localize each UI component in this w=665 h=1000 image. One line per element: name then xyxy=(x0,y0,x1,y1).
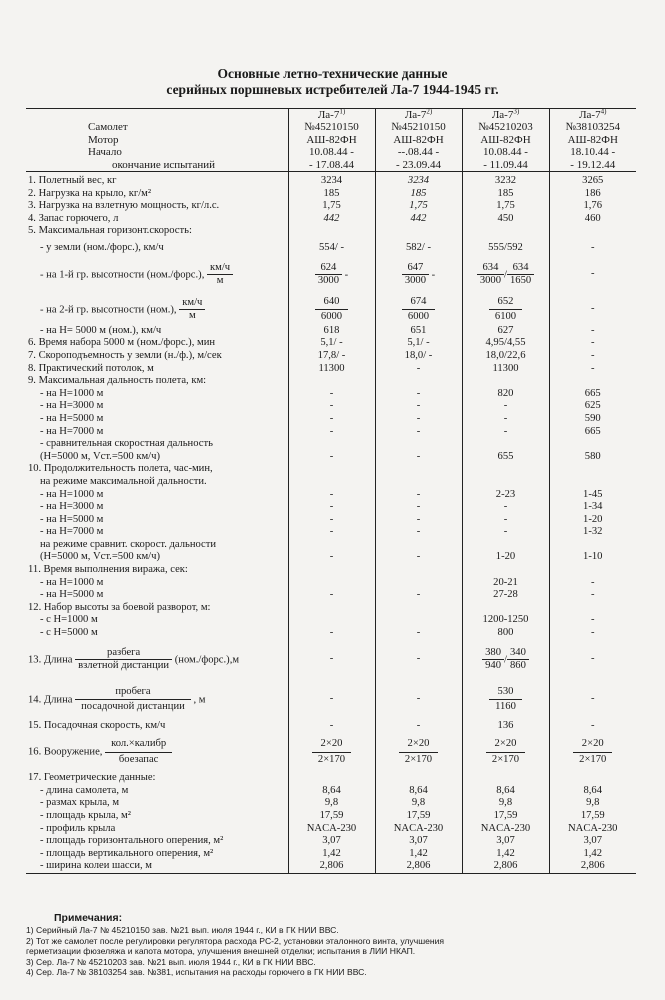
title-line-2: серийных поршневых истребителей Ла-7 1944-1945 гг. xyxy=(166,82,499,97)
header-number: №45210203 xyxy=(478,121,533,134)
row-label: 6. Время набора 5000 м (ном./форс.), мин xyxy=(28,337,216,349)
cell: 627 xyxy=(462,325,549,338)
cell: $\frac{634}{3000}$ / $\frac{634}{1650}$ xyxy=(462,255,549,295)
header-plane: Ла-7$^{3)}$ xyxy=(491,107,520,121)
cell: 17,8/ - xyxy=(288,350,375,363)
cell: 1,76 xyxy=(549,200,636,213)
header-end: - 19.12.44 xyxy=(570,158,616,171)
header-col-3 xyxy=(462,109,549,172)
row-label: на режиме максимальной дальности. xyxy=(40,475,207,487)
header-engine: АШ-82ФН xyxy=(480,133,531,146)
header-labels xyxy=(26,109,288,172)
cell: NACA-230 xyxy=(549,823,636,836)
table-row xyxy=(26,375,636,388)
cell: - xyxy=(288,451,375,464)
cell: - xyxy=(375,551,462,564)
row-label: - на Н=5000 м xyxy=(40,589,104,601)
cell: 136 xyxy=(462,720,549,733)
row-label: - на Н= 5000 м (ном.), км/ч xyxy=(40,324,162,336)
table-row xyxy=(26,451,636,464)
row-label: - на Н=1000 м xyxy=(40,576,104,588)
table-row xyxy=(26,823,636,836)
cell: 582/ - xyxy=(375,238,462,255)
row-label: 7. Скороподъемность у земли (н./ф.), м/сек xyxy=(28,349,222,361)
table-row xyxy=(26,295,636,325)
cell: - xyxy=(549,350,636,363)
row-label: - на Н=5000 м xyxy=(40,513,104,525)
cell: - xyxy=(375,514,462,527)
header-label-plane: Самолет xyxy=(88,121,128,134)
row-label: (Н=5000 м, Vст.=500 км/ч) xyxy=(40,450,160,462)
cell: 800 xyxy=(462,627,549,640)
cell: 1-10 xyxy=(549,551,636,564)
cell: 1,75 xyxy=(462,200,549,213)
cell: 2,806 xyxy=(462,860,549,873)
cell xyxy=(375,614,462,627)
cell: - xyxy=(288,426,375,439)
cell: 820 xyxy=(462,388,549,401)
cell: 1-20 xyxy=(462,551,549,564)
cell: 17,59 xyxy=(462,810,549,823)
cell: - xyxy=(288,526,375,539)
cell xyxy=(288,577,375,590)
cell: - xyxy=(288,501,375,514)
row-label: 16. Вооружение, $\frac{\text{кол.×калибр}}{\text{боезапас}}$ xyxy=(26,732,288,772)
table-row xyxy=(26,476,636,489)
table-row xyxy=(26,835,636,848)
cell: - xyxy=(375,720,462,733)
row-label: - на Н=7000 м xyxy=(40,526,104,538)
cell: - xyxy=(549,238,636,255)
cell: 3265 xyxy=(549,172,636,188)
table-row xyxy=(26,810,636,823)
title-line-1: Основные летно-технические данные xyxy=(217,66,448,81)
table-row xyxy=(26,526,636,539)
cell: $\frac{2\times 20}{2\times 170}$ xyxy=(549,732,636,772)
cell: 18,0/22,6 xyxy=(462,350,549,363)
cell: 665 xyxy=(549,388,636,401)
cell: - xyxy=(549,295,636,325)
cell: 555/592 xyxy=(462,238,549,255)
cell: - xyxy=(549,627,636,640)
row-label: - длина самолета, м xyxy=(40,784,129,796)
cell: 651 xyxy=(375,325,462,338)
header-engine: АШ-82ФН xyxy=(306,133,357,146)
note-item: 2) Тот же самолет после регулировки регулятора расхода РС-2, установки эталонного винта, улучшения xyxy=(26,935,445,946)
cell: 9,8 xyxy=(462,797,549,810)
cell: 185 xyxy=(462,188,549,201)
cell: - xyxy=(549,325,636,338)
table-row xyxy=(26,860,636,873)
cell: 5,1/ - xyxy=(288,337,375,350)
table-row xyxy=(26,350,636,363)
cell: - xyxy=(462,413,549,426)
cell: 186 xyxy=(549,188,636,201)
cell: 1-32 xyxy=(549,526,636,539)
cell: 2,806 xyxy=(375,860,462,873)
cell: 17,59 xyxy=(549,810,636,823)
cell: NACA-230 xyxy=(288,823,375,836)
row-label: 3. Нагрузка на взлетную мощность, кг/л.с. xyxy=(28,200,220,212)
cell: 1,42 xyxy=(375,848,462,861)
table-row xyxy=(26,337,636,350)
cell: - xyxy=(549,680,636,720)
header-plane: Ла-7$^{1)}$ xyxy=(317,107,346,121)
table-row xyxy=(26,501,636,514)
cell: 3,07 xyxy=(288,835,375,848)
cell: $\frac{2\times 20}{2\times 170}$ xyxy=(462,732,549,772)
table-row xyxy=(26,797,636,810)
cell: 625 xyxy=(549,400,636,413)
row-label: 1. Полетный вес, кг xyxy=(28,175,117,187)
row-label: - ширина колеи шасси, м xyxy=(26,860,288,873)
row-label: 17. Геометрические данные: xyxy=(28,772,156,784)
cell: 4,95/4,55 xyxy=(462,337,549,350)
cell: - xyxy=(549,363,636,376)
cell: 442 xyxy=(375,213,462,226)
cell: $\frac{624}{3000}$ - xyxy=(288,255,375,295)
cell: $\frac{2\times 20}{2\times 170}$ xyxy=(375,732,462,772)
table-row xyxy=(26,225,636,238)
row-label: - на Н=5000 м xyxy=(40,412,104,424)
table-row xyxy=(26,680,636,720)
cell: 1,42 xyxy=(549,848,636,861)
cell: 1200-1250 xyxy=(462,614,549,627)
cell: - xyxy=(462,526,549,539)
cell: 2,806 xyxy=(288,860,375,873)
table-row xyxy=(26,627,636,640)
header-start: --.08.44 - xyxy=(397,146,440,159)
cell: 554/ - xyxy=(288,238,375,255)
cell: 9,8 xyxy=(375,797,462,810)
notes-title: Примечания: xyxy=(54,912,123,924)
cell: 8,64 xyxy=(375,785,462,798)
notes-section xyxy=(26,912,638,978)
page-title xyxy=(0,66,665,98)
table-row xyxy=(26,363,636,376)
table-row xyxy=(26,848,636,861)
cell: 18,0/ - xyxy=(375,350,462,363)
cell: - xyxy=(375,627,462,640)
row-label: - профиль крыла xyxy=(40,822,116,834)
cell: 655 xyxy=(462,451,549,464)
cell: - xyxy=(375,489,462,502)
table-row xyxy=(26,413,636,426)
cell: - xyxy=(288,551,375,564)
cell: $\frac{2\times 20}{2\times 170}$ xyxy=(288,732,375,772)
table-row xyxy=(26,238,636,255)
table-row xyxy=(26,172,636,188)
row-label: 13. Длина $\frac{\text{разбега}}{\text{взлетной дистанции}}$ (ном./форс.),м xyxy=(28,646,240,672)
table-row xyxy=(26,200,636,213)
cell: 618 xyxy=(288,325,375,338)
header-plane: Ла-7$^{2)}$ xyxy=(404,107,433,121)
table-row xyxy=(26,188,636,201)
cell: $\frac{674}{6000}$ xyxy=(375,295,462,325)
cell: - xyxy=(549,720,636,733)
specs-table xyxy=(26,108,636,874)
table-row xyxy=(26,577,636,590)
table-row xyxy=(26,589,636,602)
table-row xyxy=(26,325,636,338)
cell: 442 xyxy=(288,213,375,226)
table-row xyxy=(26,551,636,564)
cell: - xyxy=(375,451,462,464)
header-end: - 17.08.44 xyxy=(309,158,354,171)
row-label: 10. Продолжительность полета, час-мин, xyxy=(28,463,213,475)
cell: 17,59 xyxy=(375,810,462,823)
header-label-start: Начало xyxy=(88,146,122,159)
cell: 3,07 xyxy=(462,835,549,848)
table-row xyxy=(26,489,636,502)
cell: - xyxy=(375,640,462,680)
table-row xyxy=(26,255,636,295)
header-label-engine: Мотор xyxy=(88,133,119,146)
row-label: - на Н=3000 м xyxy=(40,501,104,513)
cell: 17,59 xyxy=(288,810,375,823)
table-row xyxy=(26,426,636,439)
cell xyxy=(288,614,375,627)
table-header xyxy=(26,109,636,172)
cell: - xyxy=(462,501,549,514)
row-label: 15. Посадочная скорость, км/ч xyxy=(28,719,166,731)
cell: - xyxy=(549,337,636,350)
cell: - xyxy=(375,526,462,539)
table-row xyxy=(26,539,636,552)
row-label: (Н=5000 м, Vст.=500 км/ч) xyxy=(40,551,160,563)
row-label: - у земли (ном./форс.), км/ч xyxy=(40,242,164,253)
cell: 185 xyxy=(288,188,375,201)
cell: 2-23 xyxy=(462,489,549,502)
row-label: 5. Максимальная горизонт.скорость: xyxy=(28,225,192,237)
cell: 450 xyxy=(462,213,549,226)
row-label: 12. Набор высоты за боевой разворот, м: xyxy=(28,601,211,613)
cell: 20-21 xyxy=(462,577,549,590)
row-label: 9. Максимальная дальность полета, км: xyxy=(28,375,207,387)
row-label: - площадь вертикального оперения, м² xyxy=(40,847,214,859)
cell: $\frac{530}{1160}$ xyxy=(462,680,549,720)
cell: 3,07 xyxy=(375,835,462,848)
cell: - xyxy=(375,589,462,602)
header-col-1 xyxy=(288,109,375,172)
table-row xyxy=(26,614,636,627)
cell: 1-34 xyxy=(549,501,636,514)
header-number: №38103254 xyxy=(565,121,620,134)
row-label: на режиме сравнит. скорост. дальности xyxy=(40,538,217,550)
header-end: - 11.09.44 xyxy=(483,158,528,171)
row-label: 14. Длина $\frac{\text{пробега}}{\text{посадочной дистанции}}$ , м xyxy=(28,685,206,713)
row-label: - на Н=1000 м xyxy=(40,387,104,399)
row-label: - с Н=1000 м xyxy=(40,614,98,626)
cell: - xyxy=(375,680,462,720)
row-label: 11. Время выполнения виража, сек: xyxy=(28,564,188,576)
header-number: №45210150 xyxy=(304,121,359,134)
table-row xyxy=(26,438,636,451)
cell: 1-45 xyxy=(549,489,636,502)
row-label: - на 1-й гр. высотности (ном./форс.), $\frac{км/ч}{м}$ xyxy=(26,255,288,295)
cell: - xyxy=(288,388,375,401)
cell: - xyxy=(549,589,636,602)
cell: 2,806 xyxy=(549,860,636,873)
cell: 185 xyxy=(375,188,462,201)
cell: - xyxy=(375,426,462,439)
cell: - xyxy=(288,640,375,680)
cell: - xyxy=(375,501,462,514)
header-plane: Ла-7$^{4)}$ xyxy=(579,107,607,121)
row-label: - на Н=3000 м xyxy=(40,400,104,412)
cell: 590 xyxy=(549,413,636,426)
cell: - xyxy=(288,489,375,502)
note-item: 1) Серийный Ла-7 № 45210150 зав. №21 вып. июля 1944 г., КИ в ГК НИИ ВВС. xyxy=(26,925,339,935)
row-label: - размах крыла, м xyxy=(40,797,120,809)
cell: $\frac{380}{940}$ / $\frac{340}{860}$ xyxy=(462,640,549,680)
cell: - xyxy=(288,413,375,426)
table-row xyxy=(26,640,636,680)
note-item: 4) Сер. Ла-7 № 38103254 зав. №381, испытания на расходы горючего в ГК НИИ ВВС. xyxy=(26,967,367,978)
cell: 3234 xyxy=(288,172,375,188)
cell: 460 xyxy=(549,213,636,226)
header-start: 10.08.44 - xyxy=(483,146,528,159)
cell: - xyxy=(549,640,636,680)
table-row xyxy=(26,785,636,798)
row-label: - на Н=1000 м xyxy=(40,488,104,500)
cell: $\frac{640}{6000}$ xyxy=(288,295,375,325)
unit-fraction: $\frac{км/ч}{м}$ xyxy=(207,262,233,288)
header-number: №45210150 xyxy=(391,121,446,134)
cell: 8,64 xyxy=(288,785,375,798)
cell: NACA-230 xyxy=(462,823,549,836)
cell: - xyxy=(462,400,549,413)
row-label: - с Н=5000 м xyxy=(40,627,98,639)
cell: 9,8 xyxy=(549,797,636,810)
cell: $\frac{652}{6100}$ xyxy=(462,295,549,325)
table-row xyxy=(26,514,636,527)
cell: 580 xyxy=(549,451,636,464)
table-row xyxy=(26,400,636,413)
header-label-end: окончание испытаний xyxy=(112,158,216,171)
cell: 1-20 xyxy=(549,514,636,527)
header-col-4 xyxy=(549,109,636,172)
header-col-2 xyxy=(375,109,462,172)
cell: 3232 xyxy=(462,172,549,188)
table-row xyxy=(26,772,636,785)
cell: 3,07 xyxy=(549,835,636,848)
header-start: 10.08.44 - xyxy=(309,146,354,159)
table-row xyxy=(26,463,636,476)
cell: - xyxy=(288,514,375,527)
row-label: - на Н=7000 м xyxy=(40,425,104,437)
cell: 665 xyxy=(549,426,636,439)
table-row xyxy=(26,213,636,226)
table-row xyxy=(26,720,636,733)
cell: NACA-230 xyxy=(375,823,462,836)
cell: 1,42 xyxy=(288,848,375,861)
table-row xyxy=(26,388,636,401)
cell xyxy=(375,577,462,590)
cell: - xyxy=(288,680,375,720)
cell: 5,1/ - xyxy=(375,337,462,350)
cell: $\frac{647}{3000}$ - xyxy=(375,255,462,295)
row-label: - площадь крыла, м² xyxy=(40,810,131,821)
cell: - xyxy=(549,255,636,295)
row-label: - на 2-й гр. высотности (ном.), $\frac{км/ч}{м}$ xyxy=(26,295,288,325)
cell: 11300 xyxy=(288,363,375,376)
header-engine: АШ-82ФН xyxy=(393,133,444,146)
row-label: - сравнительная скоростная дальность xyxy=(40,438,213,450)
cell: - xyxy=(462,514,549,527)
cell: - xyxy=(549,614,636,627)
cell: 1,75 xyxy=(375,200,462,213)
cell: - xyxy=(375,363,462,376)
note-item: герметизации фюзеляжа и капота мотора, улучшения внешней отделки; испытания в ЛИИ НКАП. xyxy=(26,946,416,957)
cell: - xyxy=(288,720,375,733)
cell: - xyxy=(375,400,462,413)
cell: - xyxy=(375,413,462,426)
cell: 1,42 xyxy=(462,848,549,861)
cell: 3234 xyxy=(375,172,462,188)
note-item: 3) Сер. Ла-7 № 45210203 зав. №21 вып. июля 1944 г., КИ в ГК НИИ ВВС. xyxy=(26,956,316,967)
cell: - xyxy=(549,577,636,590)
cell: - xyxy=(288,400,375,413)
cell: - xyxy=(462,426,549,439)
table-row xyxy=(26,564,636,577)
header-engine: АШ-82ФН xyxy=(567,133,618,146)
cell: 11300 xyxy=(462,363,549,376)
cell: 27-28 xyxy=(462,589,549,602)
cell: 8,64 xyxy=(462,785,549,798)
cell: 1,75 xyxy=(288,200,375,213)
table-row xyxy=(26,602,636,615)
row-label: 4. Запас горючего, л xyxy=(28,212,119,224)
row-label: 8. Практический потолок, м xyxy=(28,362,154,374)
header-start: 18.10.44 - xyxy=(570,146,616,159)
cell: - xyxy=(288,589,375,602)
cell: 9,8 xyxy=(288,797,375,810)
cell: 8,64 xyxy=(549,785,636,798)
header-end: - 23.09.44 xyxy=(396,158,441,171)
cell: - xyxy=(375,388,462,401)
cell: - xyxy=(288,627,375,640)
row-label: - площадь горизонтального оперения, м² xyxy=(40,835,224,847)
row-label: 2. Нагрузка на крыло, кг/м² xyxy=(28,187,152,199)
table-row xyxy=(26,732,636,772)
unit-fraction: $\frac{км/ч}{м}$ xyxy=(179,297,205,323)
